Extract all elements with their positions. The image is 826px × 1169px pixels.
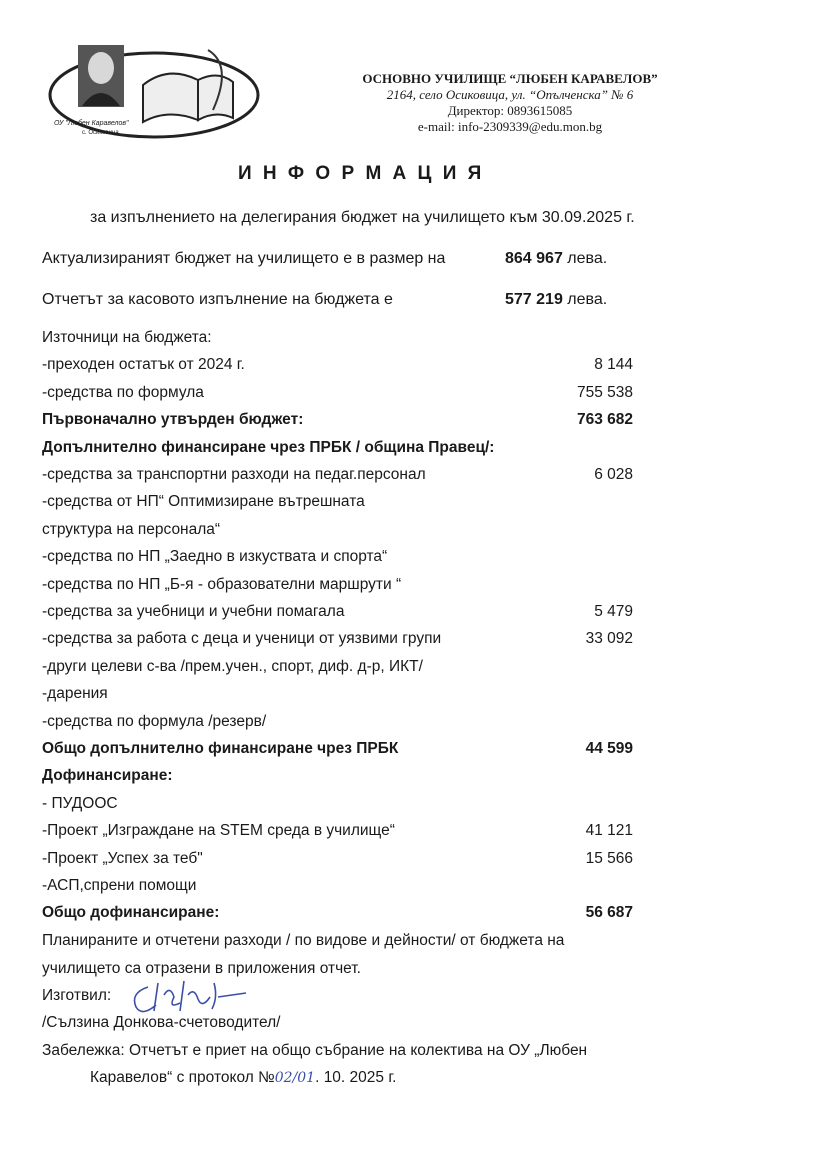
- line-label: Източници на бюджета:: [42, 329, 212, 346]
- line-value: 5 479: [594, 603, 633, 620]
- line-label: -средства за работа с деца и ученици от уязвими групи: [42, 630, 442, 648]
- line-label: -средства по формула: [42, 383, 204, 401]
- line-value: 8 144: [594, 356, 633, 374]
- report-value: 577 219: [505, 291, 563, 308]
- line-label: - ПУДООС: [42, 794, 118, 812]
- line-value: 44 599: [585, 740, 633, 757]
- director-phone: Директор: 0893615085: [447, 103, 573, 118]
- actual-budget-unit: лева.: [562, 250, 608, 267]
- prepared-label: Изготвил:: [42, 987, 112, 1004]
- school-name: ОСНОВНО УЧИЛИЩЕ “ЛЮБЕН КАРАВЕЛОВ”: [362, 71, 658, 86]
- line-label: -средства по формула /резерв/: [42, 712, 267, 730]
- actual-budget-amount: [505, 250, 607, 268]
- line-label: -Проект „Успех за теб": [42, 849, 203, 867]
- line-label: Общо допълнително финансиране чрез ПРБК: [42, 740, 399, 757]
- line-label: -средства по НП „Заедно в изкуствата и спорта“: [42, 548, 388, 566]
- protocol-handwritten: 02/01: [274, 1070, 316, 1086]
- actual-budget-value: 864 967: [505, 250, 563, 267]
- line-value: 755 538: [576, 383, 633, 401]
- line-value: 15 566: [585, 849, 633, 867]
- line-label: структура на персонала“: [42, 520, 221, 538]
- actual-budget-label: Актуализираният бюджет на училището е в размер на: [42, 250, 446, 267]
- line-label: Дофинансиране:: [42, 767, 173, 785]
- line-label: Общо дофинансиране:: [42, 904, 220, 922]
- line-label: -други целеви с-ва /прем.учен., спорт, диф. д-р, ИКТ/: [42, 657, 423, 675]
- document-subtitle: за изпълнението на делегирания бюджет на училището към 30.09.2025 г.: [90, 209, 635, 226]
- report-amount: [505, 291, 607, 309]
- line-label: -средства за учебници и учебни помагала: [42, 603, 345, 620]
- line-value: 56 687: [585, 904, 633, 922]
- logo-text-2: с. Осиковица: [82, 130, 119, 136]
- note-text-b: . 10. 2025 г.: [315, 1069, 397, 1086]
- line-value: 763 682: [576, 411, 633, 429]
- note-line-2: [90, 1069, 396, 1087]
- line-label: Допълнително финансиране чрез ПРБК / община Правец/:: [42, 438, 495, 456]
- line-label: -Проект „Изграждане на STEM среда в училище“: [42, 822, 395, 840]
- planned-line-1: Планираните и отчетени разходи / по видове и дейности/ от бюджета на: [42, 932, 565, 949]
- line-value: 33 092: [585, 630, 633, 648]
- line-label: -средства от НП“ Оптимизиране вътрешната: [42, 493, 365, 511]
- school-email: e-mail: info-2309339@edu.mon.bg: [417, 119, 603, 134]
- line-value: 41 121: [585, 822, 633, 840]
- note-text-a: Каравелов“ с протокол №: [90, 1069, 275, 1086]
- logo-text-1: ОУ "Любен Каравелов": [54, 120, 129, 127]
- report-unit: лева.: [562, 291, 608, 308]
- report-label: Отчетът за касовото изпълнение на бюджета е: [42, 291, 393, 308]
- line-label: -дарения: [42, 685, 108, 703]
- note-line-1: Забележка: Отчетът е приет на общо събрание на колектива на ОУ „Любен: [42, 1042, 588, 1059]
- school-address: 2164, село Осиковица, ул. “Опълченска” № 6: [386, 87, 634, 102]
- line-label: -средства по НП „Б-я - образователни маршрути “: [42, 575, 402, 593]
- line-label: Първоначално утвърден бюджет:: [42, 411, 304, 429]
- document-title: И Н Ф О Р М А Ц И Я: [238, 163, 485, 184]
- school-logo: [48, 40, 260, 145]
- line-label: -преходен остатък от 2024 г.: [42, 356, 245, 374]
- line-label: -средства за транспортни разходи на педаг.персонал: [42, 466, 426, 483]
- line-value: 6 028: [594, 466, 633, 483]
- planned-line-2: училището са отразени в приложения отчет.: [42, 960, 361, 977]
- preparer-name: /Сълзина Донкова-счетоводител/: [42, 1014, 281, 1031]
- line-label: -АСП,спрени помощи: [42, 877, 197, 894]
